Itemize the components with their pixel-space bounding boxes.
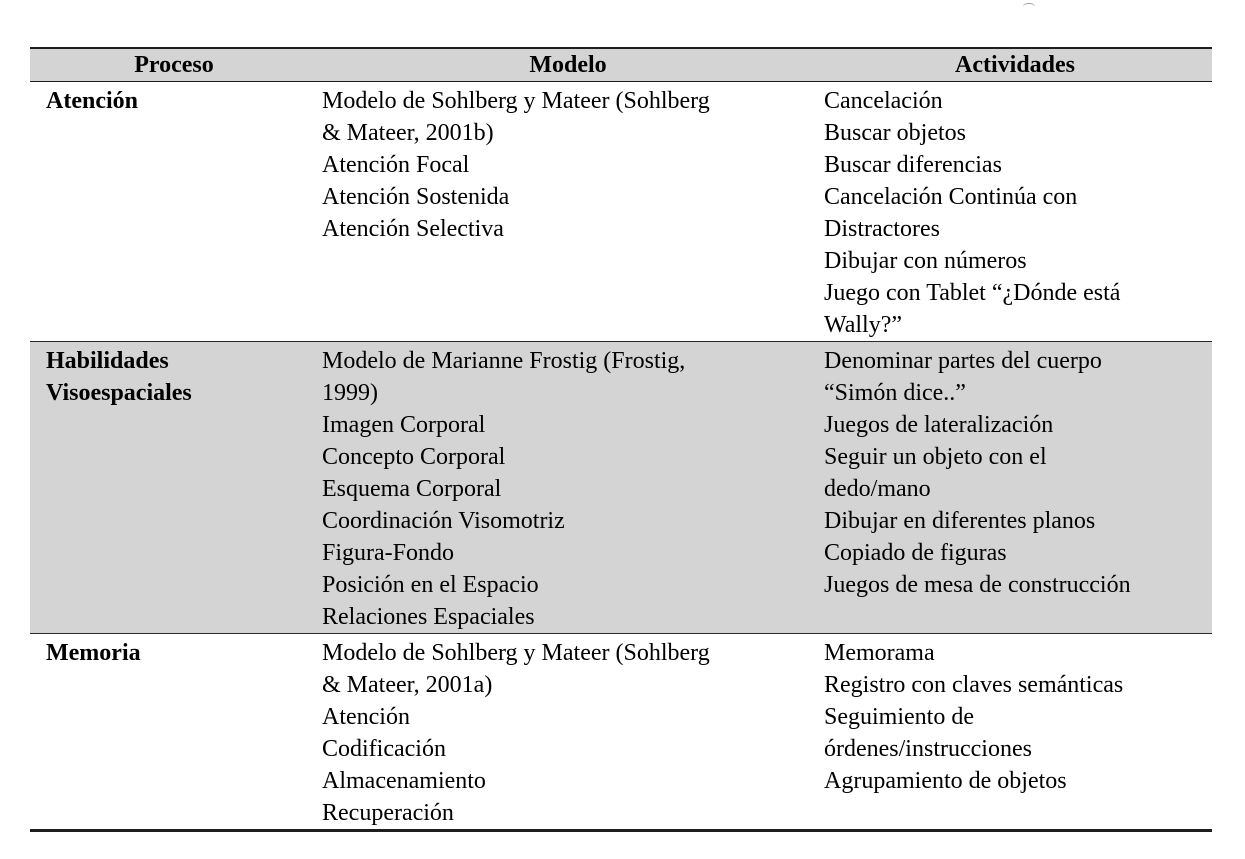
- modelo-line: Atención Sostenida: [322, 184, 510, 210]
- actividad-line: Seguir un objeto con el: [824, 444, 1047, 470]
- proceso-text: Atención: [46, 88, 138, 114]
- actividades-cell: [818, 82, 1212, 342]
- modelo-line: Recuperación: [322, 800, 454, 826]
- actividad-line: Seguimiento de: [824, 704, 974, 730]
- actividad-line: Cancelación Continúa con: [824, 184, 1078, 210]
- table-row-atencion: [30, 82, 1212, 342]
- modelo-line: Atención Focal: [322, 152, 470, 178]
- modelo-line: Figura-Fondo: [322, 540, 454, 566]
- modelo-line: Coordinación Visomotriz: [322, 508, 565, 534]
- modelo-line: Atención Selectiva: [322, 216, 504, 242]
- modelo-line: & Mateer, 2001b): [322, 120, 494, 146]
- modelo-line: Relaciones Espaciales: [322, 604, 535, 630]
- header-proceso: Proceso: [30, 48, 318, 82]
- actividad-line: Denominar partes del cuerpo: [824, 348, 1102, 374]
- actividad-line: “Simón dice..”: [824, 380, 966, 406]
- modelo-line: Concepto Corporal: [322, 444, 506, 470]
- modelo-cell: [318, 634, 818, 831]
- actividad-line: dedo/mano: [824, 476, 931, 502]
- modelo-line: Modelo de Sohlberg y Mateer (Sohlberg: [322, 640, 710, 666]
- scan-mark: [1023, 3, 1035, 10]
- modelo-cell: [318, 82, 818, 342]
- actividad-line: Juegos de mesa de construcción: [824, 572, 1131, 598]
- actividad-line: Cancelación: [824, 88, 943, 114]
- actividad-line: órdenes/instrucciones: [824, 736, 1032, 762]
- table-row-memoria: [30, 634, 1212, 831]
- actividad-line: Buscar diferencias: [824, 152, 1002, 178]
- table-container: [30, 47, 1212, 832]
- proceso-cell: [30, 634, 318, 831]
- actividad-line: Wally?”: [824, 312, 903, 338]
- header-row: [30, 48, 1212, 82]
- proceso-cell: [30, 82, 318, 342]
- actividad-line: Distractores: [824, 216, 940, 242]
- modelo-line: & Mateer, 2001a): [322, 672, 493, 698]
- proceso-text: Habilidades: [46, 348, 169, 374]
- actividad-line: Dibujar con números: [824, 248, 1027, 274]
- actividad-line: Dibujar en diferentes planos: [824, 508, 1096, 534]
- modelo-line: Codificación: [322, 736, 446, 762]
- actividad-line: Memorama: [824, 640, 935, 666]
- modelo-line: Modelo de Sohlberg y Mateer (Sohlberg: [322, 88, 710, 114]
- actividad-line: Agrupamiento de objetos: [824, 768, 1067, 794]
- actividad-line: Copiado de figuras: [824, 540, 1007, 566]
- modelo-line: Imagen Corporal: [322, 412, 486, 438]
- table-row-habilidades-visoespaciales: [30, 342, 1212, 634]
- modelo-line: Atención: [322, 704, 410, 730]
- modelo-line: Esquema Corporal: [322, 476, 502, 502]
- actividad-line: Juego con Tablet “¿Dónde está: [824, 280, 1121, 306]
- proceso-text: Visoespaciales: [46, 380, 192, 406]
- actividades-cell: [818, 342, 1212, 634]
- actividad-line: Juegos de lateralización: [824, 412, 1054, 438]
- process-model-activity-table: [30, 47, 1212, 832]
- modelo-line: Almacenamiento: [322, 768, 486, 794]
- header-actividades: Actividades: [818, 48, 1212, 82]
- proceso-cell: [30, 342, 318, 634]
- modelo-line: 1999): [322, 380, 378, 406]
- actividad-line: Buscar objetos: [824, 120, 966, 146]
- actividad-line: Registro con claves semánticas: [824, 672, 1124, 698]
- header-modelo: Modelo: [318, 48, 818, 82]
- actividades-cell: [818, 634, 1212, 831]
- proceso-text: Memoria: [46, 640, 141, 666]
- modelo-line: Modelo de Marianne Frostig (Frostig,: [322, 348, 686, 374]
- modelo-line: Posición en el Espacio: [322, 572, 539, 598]
- modelo-cell: [318, 342, 818, 634]
